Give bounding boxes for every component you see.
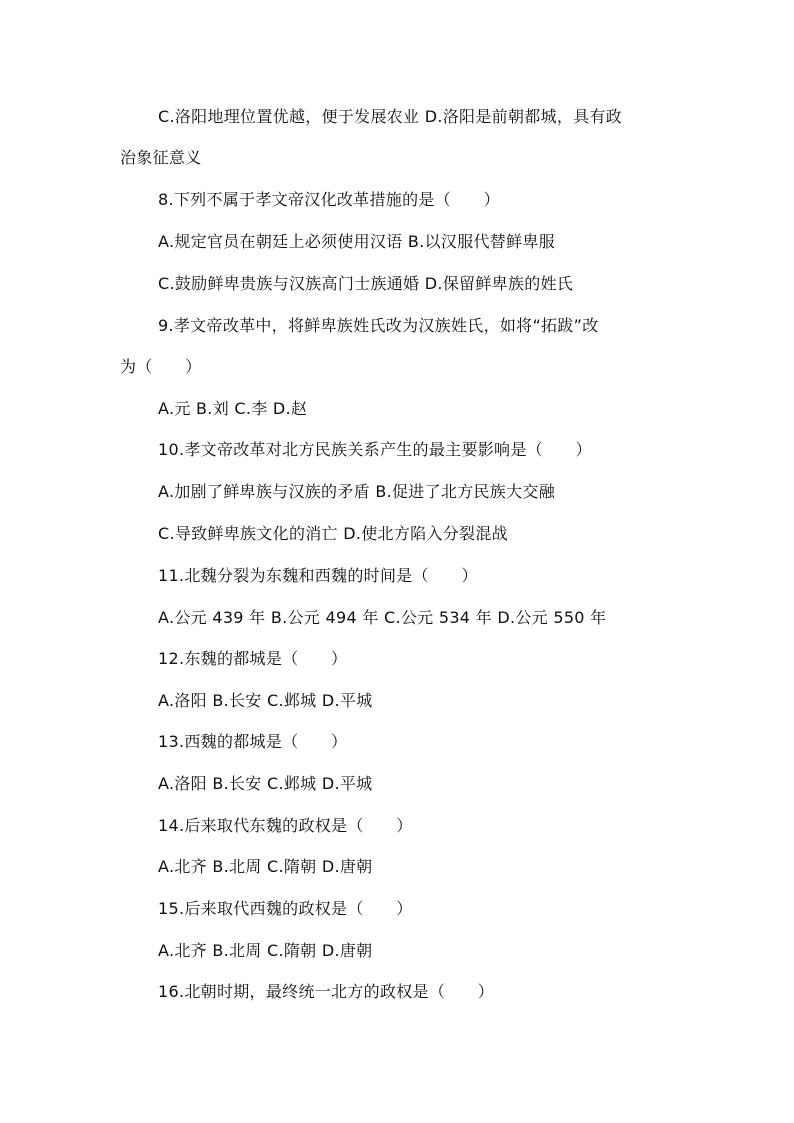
option-line-12: A.洛阳 B.长安 C.邺城 D.平城 [158,691,373,710]
question-9-continued: 为（ ） [120,357,202,376]
option-line-8-ab: A.规定官员在朝廷上必须使用汉语 B.以汉服代替鲜卑服 [158,232,555,251]
option-line-15: A.北齐 B.北周 C.隋朝 D.唐朝 [158,941,373,960]
option-line-8-cd: C.鼓励鲜卑贵族与汉族高门士族通婚 D.保留鲜卑族的姓氏 [158,274,574,293]
question-16: 16.北朝时期，最终统一北方的政权是（ ） [158,982,495,1001]
option-line-13: A.洛阳 B.长安 C.邺城 D.平城 [158,774,373,793]
option-line-7-continued: 治象征意义 [120,148,202,167]
question-10: 10.孝文帝改革对北方民族关系产生的最主要影响是（ ） [158,440,592,459]
question-13: 13.西魏的都城是（ ） [158,732,348,751]
question-12: 12.东魏的都城是（ ） [158,649,348,668]
question-9: 9.孝文帝改革中，将鲜卑族姓氏改为汉族姓氏，如将“拓跋”改 [158,316,599,335]
question-8: 8.下列不属于孝文帝汉化改革措施的是（ ） [158,190,500,209]
question-15: 15.后来取代西魏的政权是（ ） [158,899,413,918]
option-line-10-cd: C.导致鲜卑族文化的消亡 D.使北方陷入分裂混战 [158,524,508,543]
option-line-14: A.北齐 B.北周 C.隋朝 D.唐朝 [158,857,373,876]
option-line-9: A.元 B.刘 C.李 D.赵 [158,399,308,418]
option-line-7-cd: C.洛阳地理位置优越，便于发展农业 D.洛阳是前朝都城，具有政 [158,107,623,126]
question-11: 11.北魏分裂为东魏和西魏的时间是（ ） [158,566,478,585]
question-14: 14.后来取代东魏的政权是（ ） [158,816,413,835]
option-line-11: A.公元 439 年 B.公元 494 年 C.公元 534 年 D.公元 550 年 [158,608,607,627]
option-line-10-ab: A.加剧了鲜卑族与汉族的矛盾 B.促进了北方民族大交融 [158,482,555,501]
